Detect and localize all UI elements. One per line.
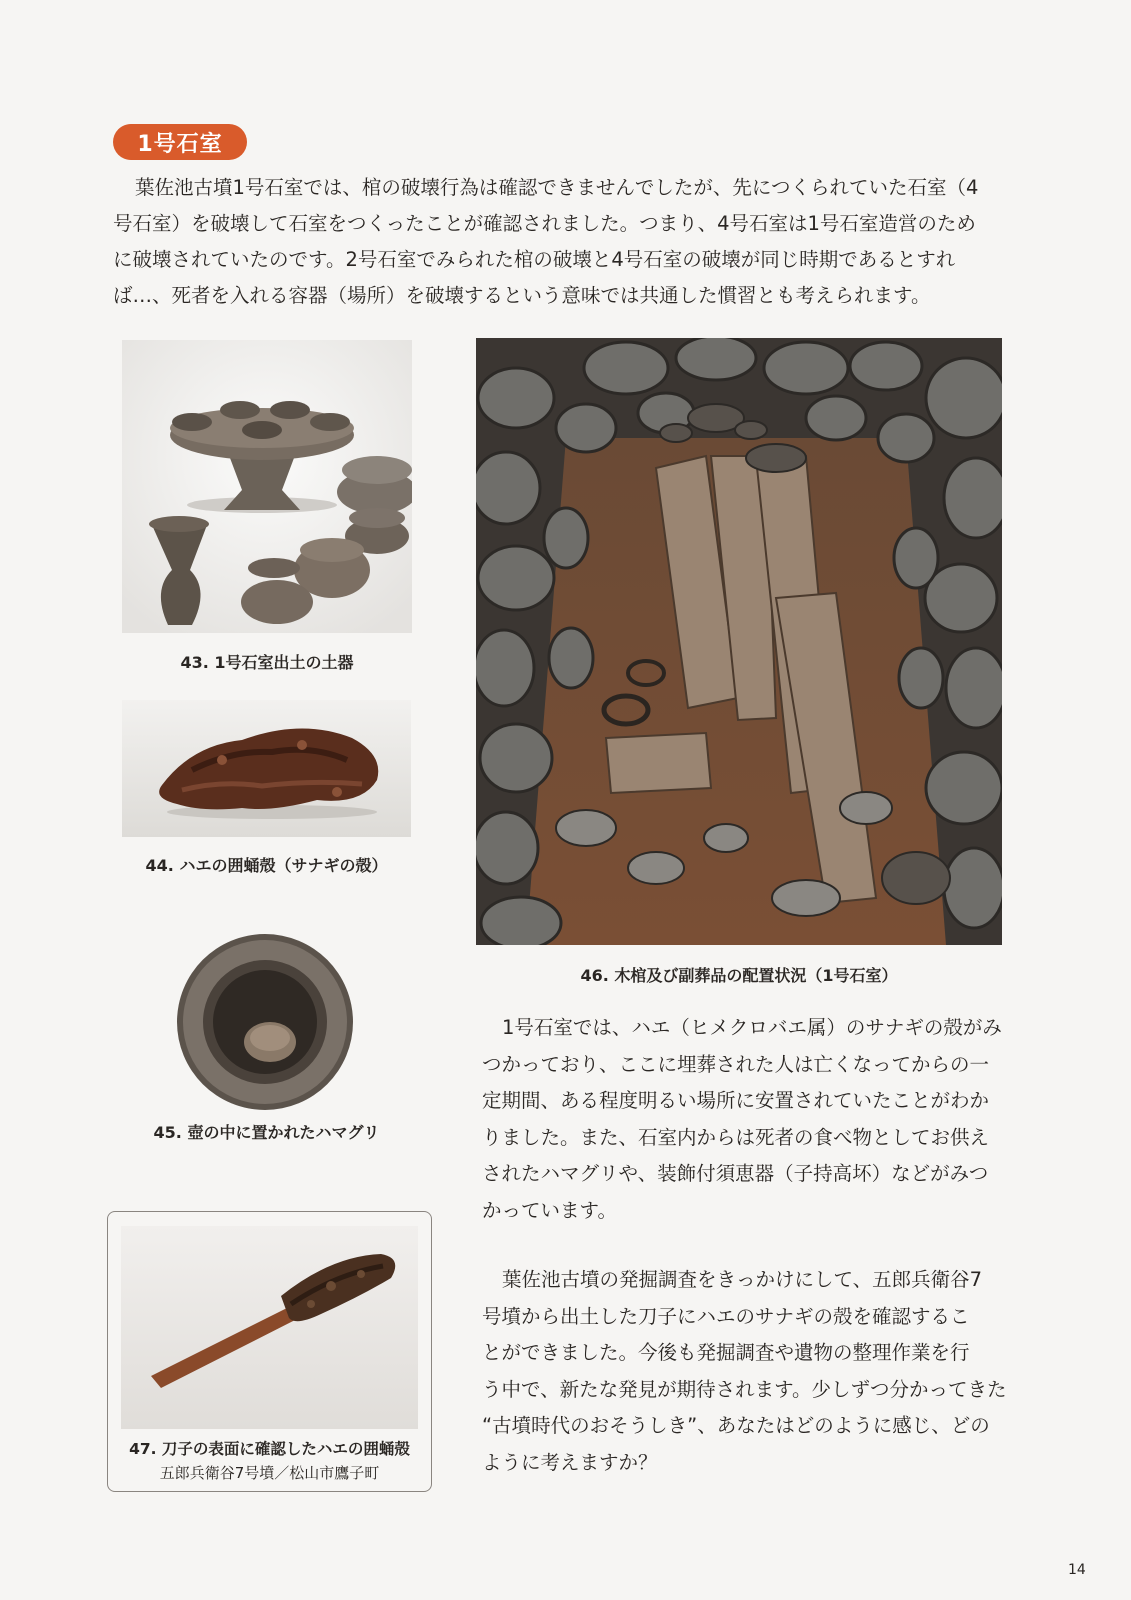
figure-44-pupa-casing-photo <box>122 700 411 837</box>
figure-47-knife-photo <box>121 1226 418 1429</box>
figure-43-pottery-photo <box>122 340 412 633</box>
intro-line: 号石室）を破壊して石室をつくったことが確認されました。つまり、4号石室は1号石室造営のため <box>113 212 976 235</box>
paragraph-line: “古墳時代のおそうしき”、あなたはどのように感じ、どの <box>482 1414 990 1437</box>
paragraph-line: ように考えますか？ <box>482 1450 658 1474</box>
figure-43-caption: 43. 1号石室出土の土器 <box>180 653 354 672</box>
paragraph-line: りました。また、石室内からは死者の食べ物としてお供え <box>482 1125 990 1149</box>
figure-45-caption: 45. 壺の中に置かれたハマグリ <box>153 1123 380 1142</box>
section-heading: 1号石室 <box>113 124 247 160</box>
page-number: 14 <box>1068 1562 1086 1578</box>
paragraph-line: かっています。 <box>482 1198 617 1222</box>
intro-line: に破壊されていたのです。2号石室でみられた棺の破壊と4号石室の破壊が同じ時期であるとすれ <box>113 248 956 271</box>
paragraph-line: 定期間、ある程度明るい場所に安置されていたことがわか <box>482 1089 990 1112</box>
paragraph-line: 号墳から出土した刀子にハエのサナギの殻を確認するこ <box>482 1304 970 1328</box>
paragraph-line: 葉佐池古墳の発掘調査をきっかけにして、五郎兵衛谷7 <box>502 1268 983 1291</box>
body-paragraph-1 <box>482 1010 1030 1229</box>
figure-46-stone-chamber-photo <box>476 338 1002 945</box>
intro-line: ば…、死者を入れる容器（場所）を破壊するという意味では共通した慣習とも考えられます。 <box>113 284 931 307</box>
body-paragraph-2 <box>482 1262 1030 1481</box>
paragraph-line: つかっており、ここに埋葬された人は亡くなってからの一 <box>482 1052 990 1076</box>
figure-47-box <box>107 1211 432 1492</box>
paragraph-line: 1号石室では、ハエ（ヒメクロバエ属）のサナギの殻がみ <box>502 1016 1002 1039</box>
figure-44-caption: 44. ハエの囲蛹殻（サナギの殻） <box>145 856 388 875</box>
figure-47-caption: 47. 刀子の表面に確認したハエの囲蛹殻 <box>129 1440 410 1458</box>
paragraph-line: う中で、新たな発見が期待されます。少しずつ分かってきた <box>482 1377 1007 1401</box>
paragraph-line: とができました。今後も発掘調査や遺物の整理作業を行 <box>482 1341 970 1364</box>
figure-47-subcaption: 五郎兵衛谷7号墳／松山市鷹子町 <box>159 1464 380 1482</box>
figure-45-jar-clam-photo <box>170 930 360 1110</box>
intro-paragraph <box>113 170 1025 314</box>
intro-line: 葉佐池古墳1号石室では、棺の破壊行為は確認できませんでしたが、先につくられていた石室（4 <box>135 176 979 199</box>
figure-46-caption: 46. 木棺及び副葬品の配置状況（1号石室） <box>580 966 898 985</box>
paragraph-line: されたハマグリや、装飾付須恵器（子持高坏）などがみつ <box>482 1162 989 1185</box>
